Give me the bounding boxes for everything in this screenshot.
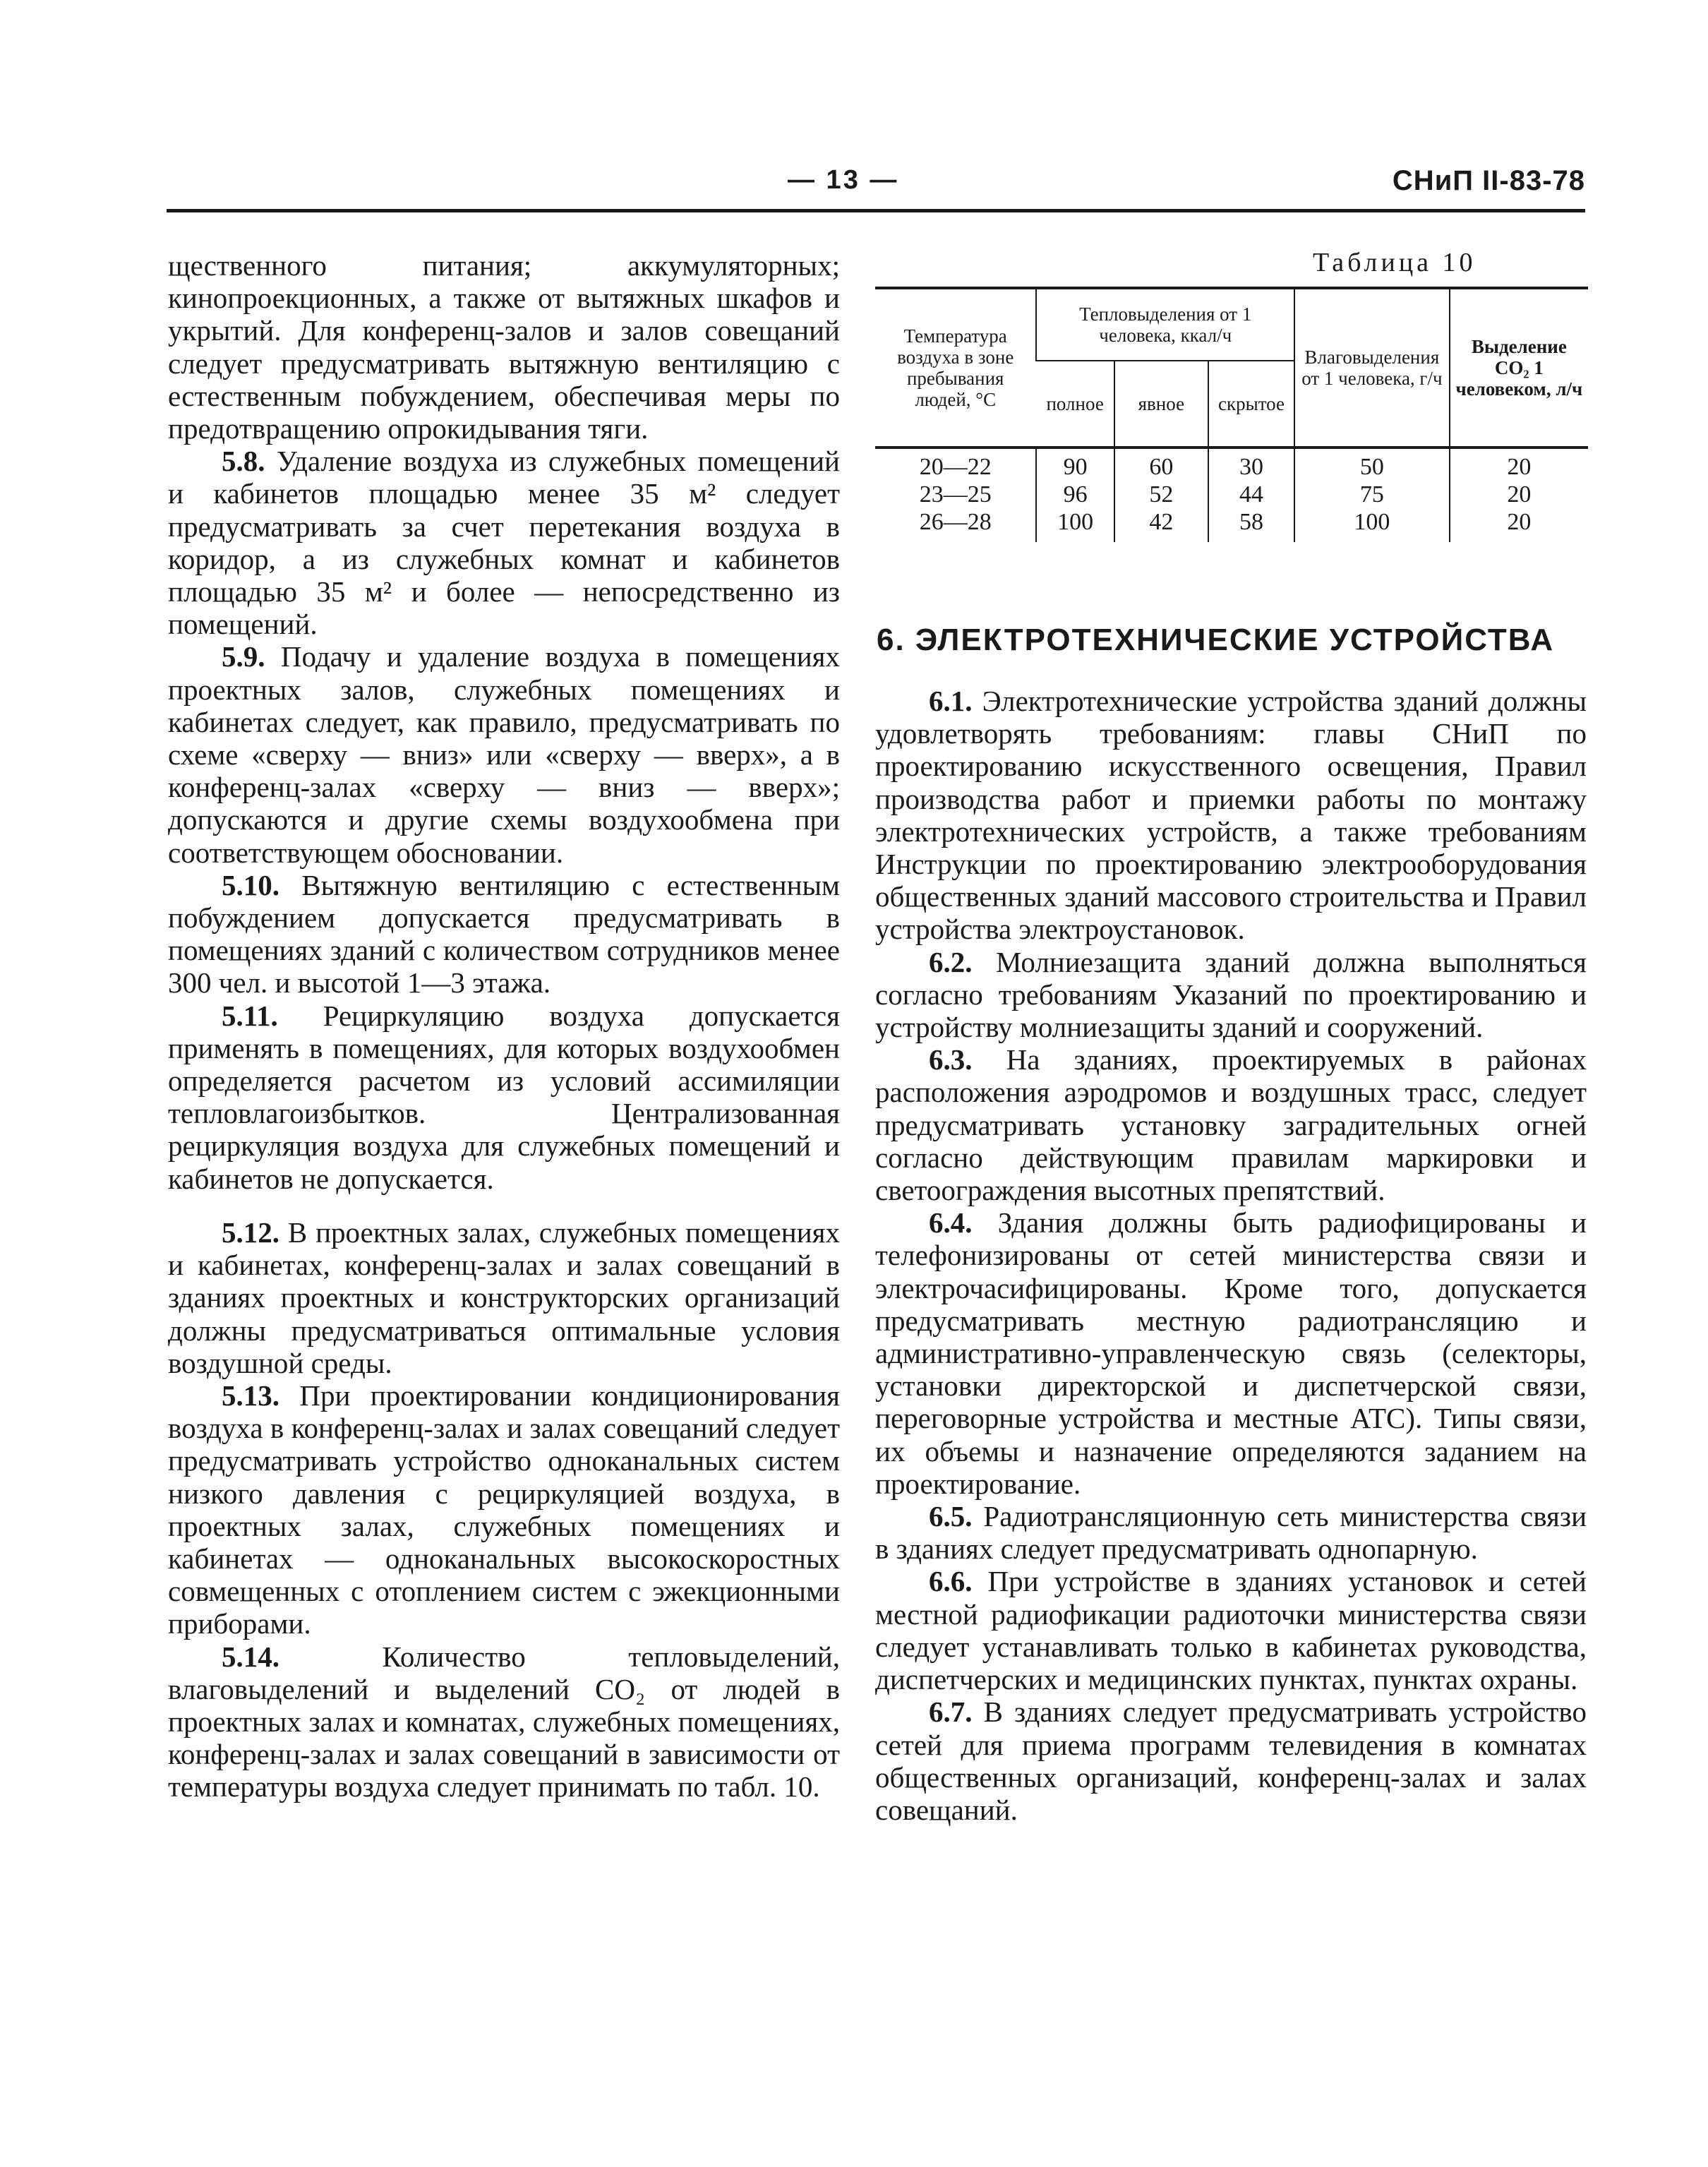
cell-moisture (1294, 448, 1450, 542)
cell-value: 42 (1149, 509, 1174, 535)
page-header (167, 165, 1585, 210)
table-body (875, 448, 1588, 542)
left-column (168, 249, 840, 1803)
clause-number: 6.2. (929, 945, 973, 978)
paragraph-text: Здания должны быть радиофицированы и телефонизированы от сетей министерства связи и электрочасифицированы. Кроме того, допускается предусматривать местную радиотрансляцию и административно-управленческую связь (селекторы, установки директорской и диспетчерской связи, переговорные устройства и местные АТС). Типы связи, их объемы и назначение определяются заданием на проектирование. (875, 1206, 1587, 1500)
header-temperature: Температура воздуха в зоне пребывания людей, °С (875, 288, 1036, 448)
paragraph (875, 1565, 1587, 1695)
paragraph-text: Рециркуляцию воздуха допускается применять в помещениях, для которых воздухообмен определяется расчетом из условий ассимиляции тепловлагоизбытков. Централизованная рециркуляция воздуха для служебных помещений и кабинетов не допускается. (168, 999, 840, 1195)
paragraph-text: щественного питания; аккумуляторных; кинопроекционных, а также от вытяжных шкафов и укрытий. Для конференц-залов и залов совещаний следует предусматривать вытяжную вентиляцию с естественным побуждением, обеспечивая меры по предотвращению опрокидывания тяги. (168, 249, 840, 445)
section-title: 6. ЭЛЕКТРОТЕХНИЧЕСКИЕ УСТРОЙСТВА (877, 623, 1555, 657)
cell-value: 90 (1063, 454, 1088, 480)
paragraph-text: В проектных залах, служебных помещениях и кабинетах, конференц-залах и залах совещаний в зданиях проектных и конструкторских организаций должны предусматриваться оптимальные условия воздушной среды. (168, 1215, 840, 1379)
cell-value: 44 (1239, 481, 1263, 508)
cell-value: 52 (1149, 481, 1174, 508)
clause-number: 5.10. (222, 868, 279, 901)
clause-number: 5.12. (222, 1215, 279, 1249)
paragraph (875, 685, 1587, 946)
cell-value: 96 (1063, 481, 1088, 508)
paragraph-text: Подачу и удаление воздуха в помещениях проектных залов, служебных помещениях и кабинетах следует, как правило, предусматривать по схеме «сверху — вниз» или «сверху — вверх», а в конференц-залах «сверху — вниз — вверх»; допускаются и другие схемы воздухообмена при соответствующем обосновании. (168, 640, 840, 869)
clause-number: 6.4. (929, 1206, 973, 1239)
cell-value: 100 (1057, 509, 1094, 535)
clause-number: 6.3. (929, 1043, 973, 1076)
cell-value: 58 (1239, 509, 1263, 535)
cell-value: 60 (1149, 454, 1174, 480)
paragraph-text: Радиотрансляционную сеть министерства связи в зданиях следует предусматривать однопарную. (875, 1500, 1587, 1566)
clause-number: 5.8. (222, 445, 265, 478)
paragraph-text: Вытяжную вентиляцию с естественным побуждением допускается предусматривать в помещениях зданий с количеством сотрудников менее 300 чел. и высотой 1—3 этажа. (168, 868, 840, 1000)
header-heat-total: полное (1036, 361, 1114, 448)
clause-number: 5.11. (222, 999, 278, 1032)
cell-value: 20 (1507, 454, 1532, 480)
paragraph-text: Молниезащита зданий должна выполняться согласно требованиям Указаний по проектированию и устройству молниезащиты зданий и сооружений. (875, 945, 1587, 1044)
paragraph-text: Электротехнические устройства зданий должны удовлетворять требованиям: главы СНиП по проектированию искусственного освещения, Правил производства работ и приемки работы по монтажу электротехнических устройств, а также требованиям Инструкции по проектированию электрооборудования общественных зданий массового строительства и Правил устройства электроустановок. (875, 685, 1587, 946)
paragraph (875, 1695, 1587, 1826)
paragraph (168, 1000, 840, 1195)
paragraph (168, 445, 840, 640)
header-heat-sensible: явное (1114, 361, 1208, 448)
clause-number: 5.13. (222, 1379, 279, 1412)
cell-value: 20 (1507, 509, 1532, 535)
cell-heat-sensible (1114, 448, 1208, 542)
cell-value: 50 (1359, 454, 1384, 480)
paragraph-text: При устройстве в зданиях установок и сетей местной радиофикации радиоточки министерства связи следует устанавливать только в кабинетах руководства, диспетчерских и медицинских пунктах, пунктах охраны. (875, 1565, 1587, 1696)
paragraph (875, 946, 1587, 1044)
cell-value: 26—28 (919, 509, 992, 535)
cell-value: 20 (1507, 481, 1532, 508)
cell-heat-latent (1208, 448, 1294, 542)
page-number: — 13 — (788, 165, 899, 195)
paragraph-text: В зданиях следует предусматривать устройство сетей для приема программ телевидения в комнатах общественных организаций, конференц-залах и залах совещаний. (875, 1695, 1587, 1826)
paragraph (168, 1379, 840, 1640)
header-rule (167, 209, 1585, 212)
header-heat-group: Тепловыделения от 1 человека, ккал/ч (1036, 288, 1294, 361)
clause-number: 6.7. (929, 1695, 973, 1729)
paragraph-text: На зданиях, проектируемых в районах расположения аэродромов и воздушных трасс, следует предусматривать установку заградительных огней согласно действующим правилам маркировки и светоограждения высотных препятствий. (875, 1043, 1587, 1207)
clause-number: 6.1. (929, 685, 973, 717)
right-column (875, 685, 1587, 1826)
clause-number: 6.6. (929, 1565, 973, 1598)
cell-value: 23—25 (919, 481, 992, 508)
paragraph (875, 1500, 1587, 1565)
cell-co2 (1450, 448, 1588, 542)
cell-value: 30 (1239, 454, 1263, 480)
cell-heat-total (1036, 448, 1114, 542)
table-10 (875, 287, 1588, 542)
paragraph (168, 249, 840, 445)
paragraph-text: Удаление воздуха из служебных помещений и кабинетов площадью менее 35 м² следует предусматривать за счет перетекания воздуха в коридор, а из служебных комнат и кабинетов площадью 35 м² и более — непосредственно из помещений. (168, 445, 841, 641)
paragraph (875, 1043, 1587, 1206)
cell-temperature (875, 448, 1036, 542)
paragraph (168, 869, 840, 1000)
cell-value: 75 (1359, 481, 1384, 508)
paragraph-text: При проектировании кондиционирования воздуха в конференц-залах и залах совещаний следует предусматривать устройство одноканальных систем низкого давления с рециркуляцией воздуха, в проектных залах, служебных помещениях и кабинетах — одноканальных высокоскоростных совмещенных с отоплением систем с эжекционными приборами. (168, 1379, 840, 1640)
clause-number: 5.14. (222, 1640, 279, 1673)
table-header (875, 288, 1588, 448)
header-heat-latent: скрытое (1208, 361, 1294, 448)
table-row (875, 448, 1588, 542)
paragraph (168, 640, 840, 868)
header-co2: Выделение CO₂ 1 человеком, л/ч (1450, 288, 1588, 448)
header-moisture: Влаговыделения от 1 человека, г/ч (1294, 288, 1450, 448)
clause-number: 6.5. (929, 1500, 973, 1533)
paragraph (168, 1640, 840, 1803)
paragraph (168, 1216, 840, 1379)
paragraph (875, 1206, 1587, 1500)
paragraph-text: Количество тепловыделений, влаговыделений и выделений CO₂ от людей в проектных залах и комнатах, служебных помещениях, конференц-залах и залах совещаний в зависимости от температуры воздуха следует принимать по табл. 10. (168, 1640, 840, 1803)
clause-number: 5.9. (222, 640, 265, 673)
document-code: СНиП II-83-78 (1392, 165, 1585, 196)
cell-value: 100 (1354, 509, 1390, 535)
cell-value: 20—22 (919, 454, 992, 480)
table-caption: Таблица 10 (1313, 248, 1477, 277)
